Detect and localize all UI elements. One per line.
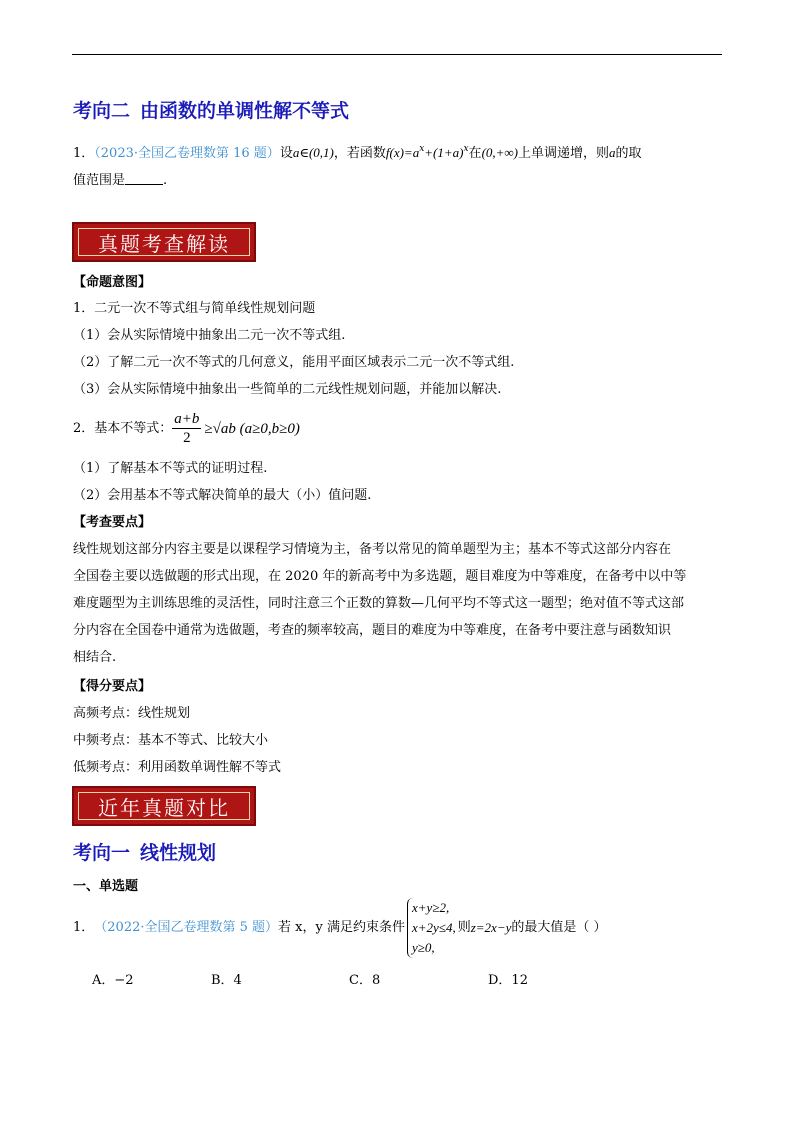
constraint: x+2y≤4,	[412, 920, 456, 935]
question-1-line2	[73, 172, 167, 190]
math-sup: x	[419, 144, 425, 154]
question-number: 1．	[73, 146, 95, 161]
header-rule	[72, 54, 722, 55]
question-2	[73, 898, 607, 958]
option-d[interactable]: D．12	[488, 973, 528, 988]
intent-sub-4: （1）了解基本不等式的证明过程.	[73, 461, 268, 476]
score-low: 低频考点：利用函数单调性解不等式	[73, 760, 282, 775]
option-a[interactable]: A．−2	[92, 973, 134, 988]
math-expr: (0,+∞)	[481, 145, 519, 160]
fraction-numerator: a+b	[174, 411, 200, 427]
q-text: 2．基本不等式：	[73, 420, 173, 436]
q-text: 上单调递增，则	[518, 146, 610, 161]
answer-blank[interactable]	[125, 172, 163, 185]
constraint: x+y≥2,	[412, 900, 450, 915]
intent-sub-1: （1）会从实际情境中抽象出二元一次不等式组.	[73, 328, 346, 343]
banner-text: 近年真题对比	[98, 795, 230, 820]
score-mid: 中频考点：基本不等式、比较大小	[73, 733, 269, 748]
section-label: 一、单选题	[73, 879, 139, 894]
fraction	[172, 410, 201, 447]
q-text: 则	[457, 920, 471, 935]
math-expr: z=2x−y	[470, 920, 512, 935]
heading-text: 线性规划	[140, 842, 217, 864]
points-line: 相结合.	[73, 650, 117, 665]
inequality-expr: ≥√ab (a≥0,b≥0)	[204, 420, 300, 437]
score-label: 【得分要点】	[73, 679, 152, 694]
fraction-denominator: 2	[183, 430, 191, 446]
math-expr: f(x)=a	[385, 145, 420, 160]
option-c[interactable]: C．8	[349, 973, 381, 988]
banner-recent-exams	[72, 786, 256, 826]
banner-text: 真题考查解读	[98, 231, 230, 256]
option-b[interactable]: B．4	[211, 973, 242, 988]
question-1-line1	[73, 140, 642, 163]
heading-prefix: 考向一	[73, 842, 131, 864]
intent-item-1: 1．二元一次不等式组与简单线性规划问题	[73, 301, 316, 316]
math-sup: x	[463, 144, 469, 154]
q-text: 在	[468, 146, 482, 161]
math-expr: a	[609, 145, 616, 160]
q-text: 的最大值是（ ）	[511, 920, 607, 935]
section-heading-2	[73, 96, 349, 123]
points-line: 分内容在全国卷中通常为选做题，考查的频率较高，题目的难度为中等难度，在备考中要注意与函数知识	[73, 623, 672, 638]
intent-sub-5: （2）会用基本不等式解决简单的最大（小）值问题.	[73, 488, 372, 503]
q-text: 值范围是	[73, 173, 126, 188]
heading-text: 由函数的单调性解不等式	[140, 100, 350, 122]
constraint-system	[407, 898, 456, 958]
constraint: y≥0,	[412, 940, 435, 955]
intent-sub-2: （2）了解二元一次不等式的几何意义，能用平面区域表示二元一次不等式组.	[73, 355, 515, 370]
intent-item-2	[73, 410, 300, 447]
math-expr: +(1+a)	[424, 145, 464, 160]
score-high: 高频考点：线性规划	[73, 706, 191, 721]
math-expr: a∈(0,1)	[292, 145, 334, 160]
q-text: 的取	[615, 146, 642, 161]
q-text: 设	[279, 146, 293, 161]
banner-exam-analysis	[72, 222, 256, 262]
section-heading-1	[73, 838, 216, 865]
q-text: 若 x，y 满足约束条件	[278, 920, 405, 935]
heading-prefix: 考向二	[73, 100, 131, 122]
points-line: 难度题型为主训练思维的灵活性，同时注意三个正数的算数—几何平均不等式这一题型；绝对值不等式这部	[73, 596, 685, 611]
q-text: .	[163, 173, 168, 188]
points-line: 线性规划这部分内容主要是以课程学习情境为主，备考以常见的简单题型为主；基本不等式这部分内容在	[73, 542, 672, 557]
question-source: （2022·全国乙卷理数第 5 题）	[94, 920, 279, 935]
intent-label: 【命题意图】	[73, 275, 152, 290]
question-source: （2023·全国乙卷理数第 16 题）	[94, 146, 280, 161]
question-number: 1．	[73, 920, 95, 935]
points-label: 【考查要点】	[73, 515, 152, 530]
points-line: 全国卷主要以选做题的形式出现，在 2020 年的新高考中为多选题，题目难度为中等难度，在备考中以中等	[73, 569, 687, 584]
intent-sub-3: （3）会从实际情境中抽象出一些简单的二元线性规划问题，并能加以解决.	[73, 382, 502, 397]
q-text: ，若函数	[333, 146, 386, 161]
